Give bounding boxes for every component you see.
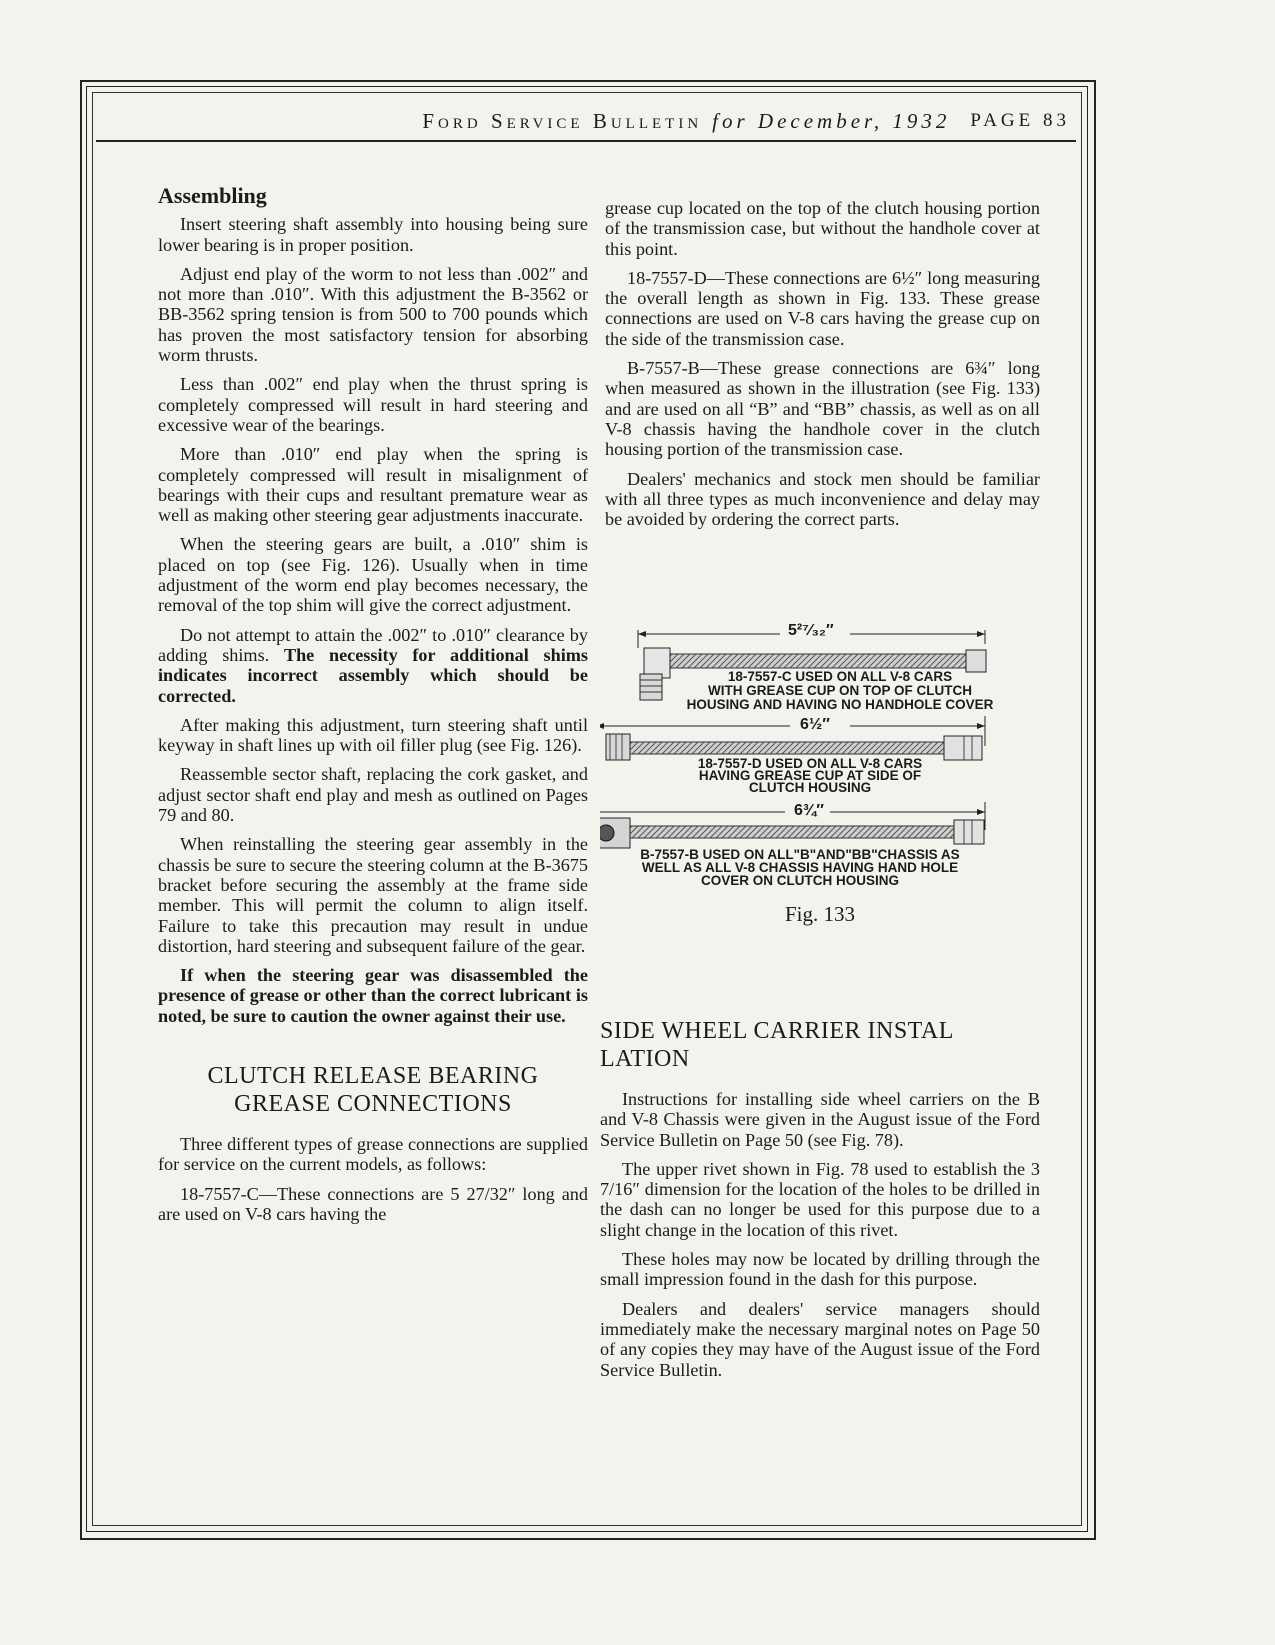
label-line: 18-7557-D USED ON ALL V-8 CARS bbox=[697, 756, 923, 771]
paragraph-text: Do not attempt to attain the .002″ to .010″ clearance by adding shims. bbox=[158, 624, 588, 665]
label-line: WELL AS ALL V-8 CHASSIS HAVING HAND HOLE bbox=[641, 860, 959, 875]
clutch-heading-line2: GREASE CONNECTIONS bbox=[234, 1090, 512, 1117]
label-line: HOUSING AND HAVING NO HANDHOLE COVER bbox=[686, 697, 994, 712]
paragraph: Insert steering shaft assembly into housing being sure lower bearing is in proper position. bbox=[158, 214, 588, 255]
paragraph: 18-7557-D—These connections are 6½″ long measuring the overall length as shown in Fig. 133. These grease connections are used on V-8 cars having the grease cup on the side of the transmission case. bbox=[605, 267, 1040, 349]
paragraph: The upper rivet shown in Fig. 78 used to establish the 3 7/16″ dimension for the location of the holes to be drilled in the dash can no longer be used for this purpose due to a slight change in the location of this rivet. bbox=[600, 1158, 1040, 1240]
paragraph: 18-7557-C—These connections are 5 27/32″ long and are used on V-8 cars having the bbox=[158, 1183, 588, 1224]
label-line: COVER ON CLUTCH HOUSING bbox=[700, 873, 899, 888]
connection-b-7557-b bbox=[600, 800, 985, 848]
label-line: 18-7557-C USED ON ALL V-8 CARS bbox=[727, 669, 953, 684]
label-line: WITH GREASE CUP ON TOP OF CLUTCH bbox=[707, 683, 972, 698]
assembling-heading: Assembling bbox=[158, 183, 267, 208]
label-line: B-7557-B USED ON ALL"B"AND"BB"CHASSIS AS bbox=[640, 847, 960, 862]
paragraph: These holes may now be located by drilling through the small impression found in the dash for this purpose. bbox=[600, 1249, 1040, 1290]
paragraph: Adjust end play of the worm to not less than .002″ and not more than .010″. With this adjustment the B-3562 or BB-3562 spring tension is from 500 to 700 pounds which has proven the most satisfactory tension for absorbing worm thrusts. bbox=[158, 263, 588, 366]
bulletin-title: Ford Service Bulletin bbox=[422, 108, 703, 133]
dimension-label-1: 5²⁷⁄₃₂″ bbox=[788, 622, 834, 639]
paragraph bbox=[158, 625, 588, 706]
right-column bbox=[605, 198, 1040, 538]
figure-caption: Fig. 133 bbox=[784, 902, 855, 926]
paragraph: grease cup located on the top of the clutch housing portion of the transmission case, but without the handhole cover at this point. bbox=[605, 198, 1040, 259]
right-column-lower bbox=[600, 1017, 1040, 1389]
paragraph: When the steering gears are built, a .010″ shim is placed on top (see Fig. 126). Usually when in time adjustment of the worm end play becomes necessary, the removal of the top shim will give the correct adjustment. bbox=[158, 534, 588, 616]
bold-caution: If when the steering gear was disassembled the presence of grease or other than the correct lubricant is noted, be sure to caution the owner against their use. bbox=[158, 965, 588, 1026]
figure-133 bbox=[600, 622, 1040, 970]
dimension-label-3: 6¾″ bbox=[794, 802, 824, 819]
paragraph: Dealers' mechanics and stock men should be familiar with all three types as much inconvenience and delay may be avoided by ordering the correct parts. bbox=[605, 468, 1040, 530]
paragraph: Reassemble sector shaft, replacing the cork gasket, and adjust sector shaft end play and mesh as outlined on Pages 79 and 80. bbox=[158, 764, 588, 826]
dimension-label-2: 6½″ bbox=[800, 716, 830, 733]
paragraph: Three different types of grease connections are supplied for service on the current models, as follows: bbox=[158, 1133, 588, 1175]
connection-label-2 bbox=[610, 758, 1010, 794]
bulletin-date: for December, 1932 bbox=[712, 108, 951, 133]
paragraph: After making this adjustment, turn steering shaft until keyway in shaft lines up with oil filler plug (see Fig. 126). bbox=[158, 714, 588, 756]
left-column bbox=[158, 183, 589, 1233]
side-wheel-heading bbox=[600, 1017, 1040, 1073]
side-wheel-heading-line2: LATION bbox=[600, 1046, 690, 1072]
side-wheel-heading-line1: SIDE WHEEL CARRIER INSTAL bbox=[600, 1018, 954, 1044]
paragraph: Dealers and dealers' service managers should immediately make the necessary marginal notes on Page 50 of any copies they may have of the August issue of the Ford Service Bulletin. bbox=[600, 1298, 1040, 1380]
paragraph: Instructions for installing side wheel carriers on the B and V-8 Chassis were given in the August issue of the Ford Service Bulletin on Page 50 (see Fig. 78). bbox=[600, 1089, 1040, 1150]
connection-label-1 bbox=[640, 670, 1040, 712]
page-number: PAGE 83 bbox=[970, 110, 1070, 131]
clutch-heading bbox=[158, 1062, 588, 1118]
bold-warning: The necessity for additional shims indicates incorrect assembly which should be corrected. bbox=[158, 644, 589, 706]
clutch-heading-line1: CLUTCH RELEASE BEARING bbox=[207, 1062, 539, 1089]
connection-label-3 bbox=[590, 848, 1010, 887]
label-line: CLUTCH HOUSING bbox=[748, 780, 872, 795]
paragraph: When reinstalling the steering gear assembly in the chassis be sure to secure the steering column at the B-3675 bracket before securing the assembly at the frame side member. This will permit the column to align itself. Failure to take this precaution may result in undue distortion, hard steering and subsequent failure of the gear. bbox=[158, 834, 588, 956]
page-header bbox=[96, 102, 1076, 142]
paragraph: B-7557-B—These grease connections are 6¾″ long when measured as shown in the illustration (see Fig. 133) and are used on all “B” and “BB” chassis, as well as on all V-8 chassis having the handhole cover in the clutch housing portion of the transmission case. bbox=[605, 358, 1040, 460]
connection-18-7557-d bbox=[600, 716, 985, 760]
paragraph: More than .010″ end play when the spring is completely compressed will result in misalignment of bearings with their cups and resultant premature wear as well as making other steering gear adjustments inaccurate. bbox=[158, 444, 588, 526]
label-line: HAVING GREASE CUP AT SIDE OF bbox=[698, 768, 922, 783]
paragraph: Less than .002″ end play when the thrust spring is completely compressed will result in hard steering and excessive wear of the bearings. bbox=[158, 374, 588, 435]
